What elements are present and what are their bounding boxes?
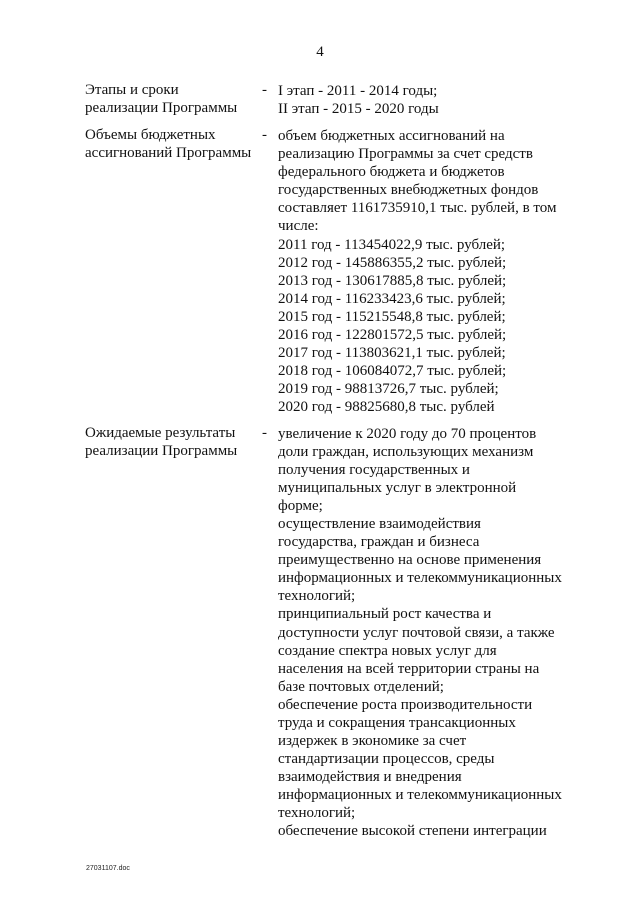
- budget-year-line: 2019 год - 98813726,7 тыс. рублей;: [278, 381, 499, 398]
- budget-value-line: государственных внебюджетных фондов: [278, 182, 539, 199]
- results-value-line: осуществление взаимодействия: [278, 516, 481, 533]
- stages-dash: -: [262, 82, 267, 98]
- results-value-line: государства, граждан и бизнеса: [278, 534, 480, 551]
- results-value-line: труда и сокращения трансакционных: [278, 714, 516, 731]
- results-value: [278, 425, 578, 840]
- stages-value-line: I этап - 2011 - 2014 годы;: [278, 83, 438, 99]
- stages-label-line: реализации Программы: [85, 99, 238, 116]
- results-value-line: создание спектра новых услуг для: [278, 642, 497, 659]
- budget-value-line: составляет 1161735910,1 тыс. рублей, в том: [278, 200, 557, 217]
- page-number: 4: [316, 44, 324, 60]
- stages-label: [85, 82, 255, 117]
- budget-year-line: 2016 год - 122801572,5 тыс. рублей;: [278, 327, 507, 344]
- budget-year-line: 2020 год - 98825680,8 тыс. рублей: [278, 399, 495, 416]
- results-value-line: населения на всей территории страны на: [278, 660, 540, 677]
- results-value-line: технологий;: [278, 588, 356, 605]
- results-label: [85, 425, 255, 460]
- results-value-line: взаимодействия и внедрения: [278, 768, 462, 785]
- results-value-line: принципиальный рост качества и: [278, 606, 492, 623]
- budget-year-line: 2018 год - 106084072,7 тыс. рублей;: [278, 363, 507, 380]
- budget-value: [278, 127, 578, 417]
- stages-value-line: II этап - 2015 - 2020 годы: [278, 101, 439, 117]
- stages-label-line: Этапы и сроки: [85, 82, 179, 98]
- results-value-line: увеличение к 2020 году до 70 процентов: [278, 426, 537, 442]
- budget-label-line: Объемы бюджетных: [85, 127, 216, 143]
- budget-label: [85, 127, 255, 162]
- budget-year-line: 2011 год - 113454022,9 тыс. рублей;: [278, 236, 506, 253]
- results-value-line: обеспечение высокой степени интеграции: [278, 823, 547, 840]
- footer-filename: 27031107.doc: [86, 865, 130, 872]
- results-dash: -: [262, 425, 267, 441]
- results-value-line: форме;: [278, 498, 323, 515]
- budget-year-line: 2017 год - 113803621,1 тыс. рублей;: [278, 345, 506, 362]
- results-value-line: базе почтовых отделений;: [278, 678, 444, 695]
- results-value-line: муниципальных услуг в электронной: [278, 480, 517, 497]
- results-value-line: технологий;: [278, 804, 356, 821]
- budget-value-line: объем бюджетных ассигнований на: [278, 128, 505, 144]
- budget-value-line: реализацию Программы за счет средств: [278, 146, 533, 163]
- budget-year-line: 2013 год - 130617885,8 тыс. рублей;: [278, 272, 507, 289]
- results-value-line: доступности услуг почтовой связи, а также: [278, 624, 555, 641]
- results-label-line: реализации Программы: [85, 442, 238, 459]
- budget-value-line: числе:: [278, 218, 319, 235]
- budget-dash: -: [262, 127, 267, 143]
- results-value-line: издержек в экономике за счет: [278, 732, 467, 749]
- budget-label-line: ассигнований Программы: [85, 144, 252, 161]
- results-value-line: информационных и телекоммуникационных: [278, 786, 562, 803]
- results-value-line: стандартизации процессов, среды: [278, 750, 495, 767]
- budget-year-line: 2012 год - 145886355,2 тыс. рублей;: [278, 254, 507, 271]
- results-value-line: информационных и телекоммуникационных: [278, 570, 562, 587]
- results-label-line: Ожидаемые результаты: [85, 425, 236, 441]
- results-value-line: преимущественно на основе применения: [278, 552, 542, 569]
- results-value-line: доли граждан, использующих механизм: [278, 444, 534, 461]
- budget-year-line: 2015 год - 115215548,8 тыс. рублей;: [278, 308, 506, 325]
- results-value-line: получения государственных и: [278, 462, 470, 479]
- stages-value: [278, 82, 578, 118]
- budget-year-line: 2014 год - 116233423,6 тыс. рублей;: [278, 290, 506, 307]
- budget-value-line: федерального бюджета и бюджетов: [278, 164, 505, 181]
- results-value-line: обеспечение роста производительности: [278, 696, 533, 713]
